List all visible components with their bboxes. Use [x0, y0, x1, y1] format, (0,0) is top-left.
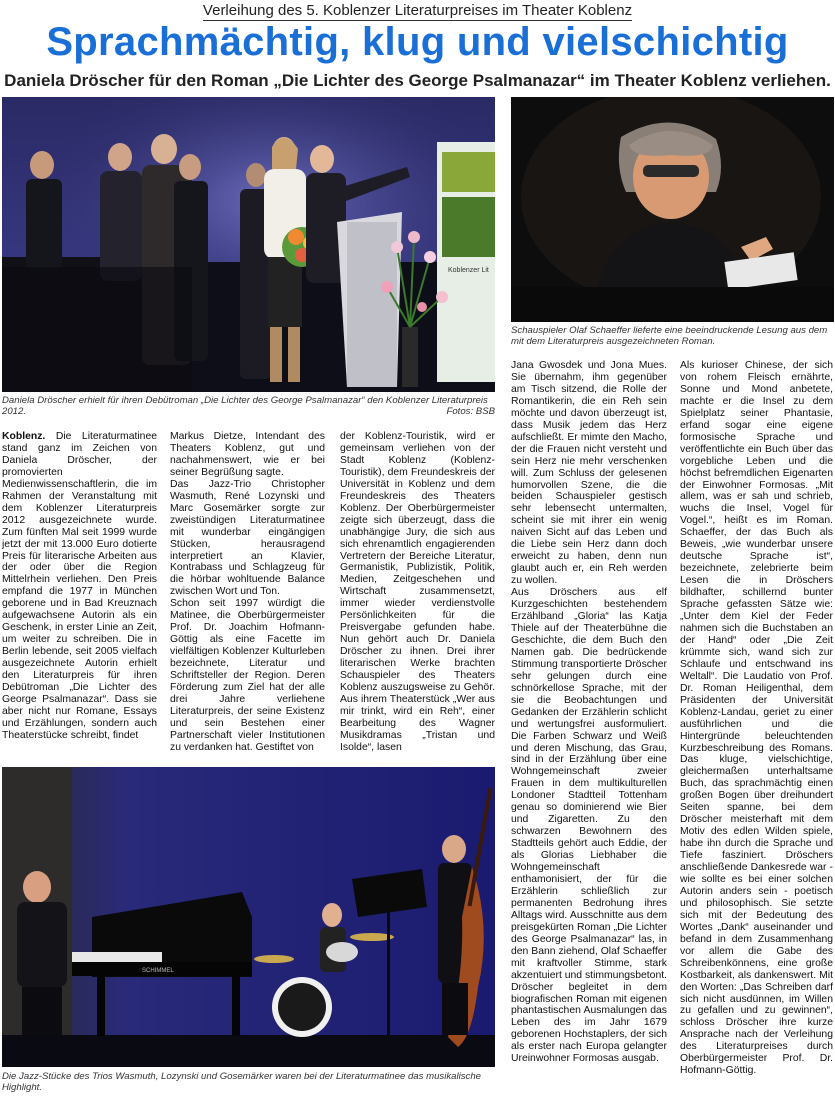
banner-text: Koblenzer Lit: [448, 267, 489, 274]
paragraph-2a: Markus Dietze, Intendant des Theaters Koblenz, gut und nachahmenswert, wie er bei seiner Begrüßung sagte.: [170, 431, 325, 478]
article-column-4: [511, 360, 667, 1065]
paragraph-5: Als kurioser Chinese, der sich von rohem Fleisch ernährte, Sonne und Mond anbetete, machte er die Insel zu dem Spielplatz seiner Phantasie, erfand sogar eine eigene formosische Sprache und veröffentlichte ein Buch über das vorgebliche Leben und die höchst befremdlichen Eigenarten der Einwohner Formosas. „Mit allem, was er sah und schrieb, wuchs die Insel, Vogel für Vogel.“, heißt es im Roman. Schaeffer, der das Buch als Beweis, „wie wunderbar unsere deutsche Sprache ist“, bezeichnete, zelebrierte beim Lesen die in Dröschers bildhafter, schillernd bunter Sprache gefassten Sätze wie: „Unter dem Kiel der Feder nahmen sich die Buchstaben an der Hand“ oder „Die Zeit krümmte sich, wand sich zur Schlaufe und entschwand ins Weltall“. Die Laudatio von Prof. Dr. Roman Heiligenthal, dem Präsidenten der Universität Koblenz-Landau, geriet zu einer ausführlichen und die Hintergründe beleuchtenden Kurzbeschreibung des Romans. Das kluge, vielschichtige, gleichermaßen unterhaltsame Buch, das sprachmächtig einen großen Bogen über dreihundert Seiten spanne, bei dem Dröscher meisterhaft mit dem Motiv des edlen Wilden spiele, habe ihn durch die Sprache und Tiefe fasziniert. Dröschers anschließende Dankesrede war - wie sollte es bei einer solchen Autorin anders sein - poetisch und philosophisch. Sie setzte sich mit der Bedeutung des Wortes „Dank“ auseinander und befand in dem Zusammenhang vor allem die Gabe des Schreibenkönnens, eine große Kostbarkeit, als dankenswert. Mit den Worten: „Das Schreiben darf sich nicht ausdünnen, im Willen zu gefallen und zu gewinnen“, schloss Dröscher ihre kurze Ansprache nach der Verleihung des Literaturpreises durch Oberbürgermeister Prof. Dr. Hofmann-Göttig.: [680, 360, 833, 1077]
paragraph-2c: Schon seit 1997 würdigt die Matinee, die Oberbürgermeister Prof. Dr. Joachim Hofmann-Göttig als eine Facette im vielfältigen Koblenzer Kulturleben bezeichnete, Literatur und Schriftsteller der Region. Deren Förderung zum Ziel hat der alle drei Jahre verliehene Literaturpreis, der seine Existenz und sein Bestehen einer Partnerschaft vieler Institutionen zu verdanken hat. Gestiftet von: [170, 598, 325, 753]
article-column-5: [680, 360, 833, 1077]
paragraph-1-text: Die Literaturmatinee stand ganz im Zeichen von Daniela Dröscher, der promovierten Medienwissenschaftlerin, die im Rahmen der Veranstaltung mit dem Koblenzer Literaturpreis 2012 ausgezeichnete wurde. Zum fünften Mal seit 1999 wurde jetzt der mit 13.000 Euro dotierte Preis für literarische Arbeiten aus der oder über die Region Mittelrhein verliehen. Den Preis empfand die 1977 in München geborene und in Bad Kreuznach aufgewachsene Autorin als ein Geschenk, in erster Linie an Zeit, um weiter zu schreiben. Die in Berlin lebende, seit 2005 vielfach ausgezeichnete Autorin erhielt den Literaturpreis für ihren Debütroman „Die Lichter des George Psalmanazar“. Dass sie aber nicht nur Romane, Essays und Erzählungen, sondern auch Theaterstücke schreibt, findet: [2, 431, 157, 741]
piano-brand: SCHIMMEL: [142, 968, 174, 974]
headline: Sprachmächtig, klug und vielschichtig: [46, 20, 789, 64]
jazz-photo: [2, 767, 495, 1067]
jazz-caption: Die Jazz-Stücke des Trios Wasmuth, Lozynski und Gosemärker waren bei der Literaturmatinee das musikalische Highlight.: [2, 1071, 481, 1093]
paragraph-3: der Koblenz-Touristik, wird er gemeinsam verliehen von der Stadt Koblenz (Koblenz-Touristik), dem Freundeskreis der Universität in Koblenz und dem Freundeskreis des Theaters Koblenz. Der Oberbürgermeister zeigte sich überzeugt, dass die unabhängige Jury, die sich aus sich ehrenamtlich engagierenden Vertretern der Bereiche Literatur, Germanistik, Publizistik, Politik, Medien, Zeitgeschehen und Wirtschaft zusammensetzt, immer wieder verdienstvolle Persönlichkeiten für die Preisvergabe gefunden habe. Nun gehört auch Dr. Daniela Dröscher zu ihnen. Drei ihrer literarischen Werke brachten Schauspieler des Theaters Koblenz auszugsweise zu Gehör. Aus ihrem Theaterstück „Wer aus mir trinkt, wird ein Reh“, einer Bearbeitung des Wagner Musikdramas „Tristan und Isolde“, lasen: [340, 431, 495, 753]
article-column-1: [2, 431, 157, 742]
reader-photo: [511, 97, 834, 322]
ceremony-caption: [2, 395, 495, 417]
jazz-scene: [2, 767, 495, 1067]
ceremony-scene: [2, 97, 495, 392]
subheadline: Daniela Dröscher für den Roman „Die Lichter des George Psalmanazar“ im Theater Koblenz verliehen.: [4, 71, 831, 90]
kicker-text: Verleihung des 5. Koblenzer Literaturpreises im Theater Koblenz: [202, 2, 633, 19]
paragraph-4a: Jana Gwosdek und Jona Mues. Sie übernahm, ihm gegenüber am Tisch sitzend, die Rolle der Romantikerin, die ein Reh sein möchte und davon überzeugt ist, dass Musik jedem das Herz aufschließt. Er mimte den Macho, der die Frauen nicht versteht und sein Herz nie mehr verschenken will. Zum Schluss der gelesenen humorvollen Szene, die die beiden Schauspieler gestisch sehr lebensecht untermalten, scheint sie mit ihrer ein wenig naiven Sicht auf das Leben und die Liebe sein Herz dann doch erweicht zu haben, denn nun glaubt auch er, ein Reh werden zu wollen.: [511, 360, 667, 587]
ceremony-photo: [2, 97, 495, 392]
paragraph-1: [2, 431, 157, 742]
article-column-3: [340, 431, 495, 754]
paragraph-2b: Das Jazz-Trio Christopher Wasmuth, René Lozynski und Marc Gosemärker sorgte zur zweistündigen Literaturmatinee mit wunderbar eingängigen Stücken, herausragend interpretiert an Klavier, Kontrabass und Schlagzeug für die hörbar wohltuende Balance zwischen Wort und Ton.: [170, 478, 325, 598]
reader-caption: Schauspieler Olaf Schaeffer lieferte eine beeindruckende Lesung aus dem mit dem Literaturpreis ausgezeichneten Roman.: [511, 325, 828, 347]
photo-credit: Fotos: BSB: [446, 406, 495, 417]
ceremony-caption-text: Daniela Dröscher erhielt für ihren Debütroman „Die Lichter des George Psalmanazar“ den Koblenzer Literaturpreis 2012.: [2, 395, 488, 417]
paragraph-4b: Aus Dröschers aus elf Kurzgeschichten bestehendem Erzählband „Gloria“ las Katja Thiele auf der Theaterbühne die Geschichte, die dem Buch den Namen gab. Die bedrückende Stimmung transportierte Dröscher sehr gelungen durch eine schnörkellose Sprache, mit der sie die Beobachtungen und Gedanken der Erzählerin schlicht und wertungsfrei ausformuliert. Die Farben Schwarz und Weiß und deren Mischung, das Grau, sind in der Erzählung über eine Wohngemeinschaft zweier Frauen in dem multikulturellen Londoner Stadtteil Tottenham genau so dominierend wie Bier und Zigaretten. Zu den schwarzen Bewohnern des Stadtteils gehört auch Eddie, der als Glorias Liebhaber die Wohngemeinschaft enthamonisiert, der für die Erzählerin schließlich zur permanenten Bedrohung ihres Alltags wird. Ausschnitte aus dem preisgekürten Roman „Die Lichter des George Psalmanazar“ las, in den Bann ziehend, Olaf Schaeffer mit kraftvoller Stimme, stark akzentuiert und stimmungsbetont. Dröscher begleitet in dem biografischen Roman mit eigenen phantastischen Ausmalungen das Leben des im Jahr 1679 geborenen Hochstaplers, der sich als erster nach Europa gelangter Ureinwohner Formosas ausgab.: [511, 587, 667, 1065]
reader-scene: [511, 97, 834, 322]
kicker: [0, 2, 835, 19]
article-column-2: [170, 431, 325, 754]
dateline: Koblenz.: [2, 431, 46, 442]
